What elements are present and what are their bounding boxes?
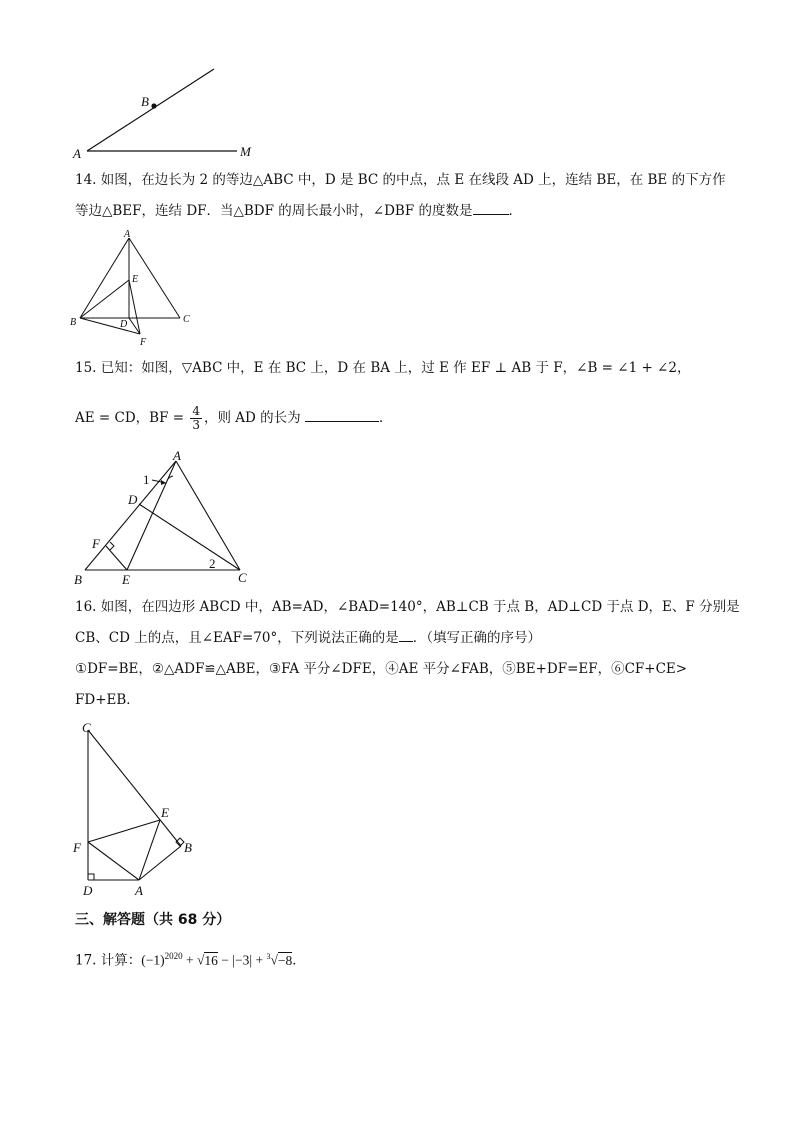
q16-line1: 16. 如图，在四边形 ABCD 中，AB=AD，∠BAD=140°，AB⊥CB 于点 B，AD⊥CD 于点 D，E、F 分别是 — [75, 599, 740, 615]
q15-line2 — [75, 400, 392, 436]
q17-line — [75, 944, 306, 973]
q16-line2-pre: CB、CD 上的点，且∠EAF=70°，下列说法正确的是 — [75, 630, 399, 646]
q15-label-e: E — [122, 572, 130, 587]
q16-label-f: F — [73, 840, 81, 855]
q14-answer-blank[interactable] — [473, 202, 509, 215]
label-a: A — [73, 146, 81, 161]
q14-label-f: F — [140, 337, 147, 348]
figure-q16 — [68, 716, 208, 900]
q14-line2-end: ． — [508, 203, 523, 219]
q15-label-d: D — [128, 492, 138, 507]
q15-label-c: C — [238, 570, 247, 585]
q15-answer-blank[interactable] — [305, 409, 379, 422]
q14-label-c: C — [183, 314, 190, 325]
q14-line2 — [75, 201, 522, 221]
label-m: M — [240, 144, 251, 159]
q16-line2-post: ．（填写正确的序号） — [412, 630, 541, 646]
q17-prefix: 17. 计算： — [75, 952, 142, 969]
q17-cbrt-value: −8 — [277, 952, 293, 968]
q16-line3: ①DF=BE，②△ADF≌△ABE，③FA 平分∠DFE，④AE 平分∠FAB，⑤BE+DF=EF，⑥CF+CE> — [75, 661, 688, 677]
q15-label-two: 2 — [209, 556, 216, 571]
q16-label-d: D — [83, 883, 93, 898]
q16-line4: FD+EB． — [75, 692, 140, 708]
q15-line2-end: ． — [378, 410, 393, 426]
q16-label-b: B — [184, 840, 192, 855]
q15-line1: 15. 已知：如图，▽ABC 中，E 在 BC 上，D 在 BA 上，过 E 作 EF ⊥ AB 于 F，∠B = ∠1 + ∠2， — [75, 360, 691, 376]
figure-angle-amb — [70, 60, 270, 165]
q15-label-b: B — [74, 572, 82, 587]
q14-label-a: A — [124, 229, 131, 240]
q17-sqrt-value: 16 — [204, 952, 218, 968]
q17-plus1: + — [182, 952, 197, 968]
q17-exponent: 2020 — [164, 951, 183, 961]
q16-answer-blank[interactable] — [399, 629, 413, 642]
q14-label-e: E — [132, 274, 139, 285]
q17-base: (−1) — [141, 952, 165, 968]
q16-line2 — [75, 628, 541, 648]
label-b: B — [141, 94, 149, 109]
q16-label-c: C — [82, 720, 91, 735]
q15-line2-pre: AE = CD，BF = — [75, 410, 189, 426]
q17-sqrt-sign: √ — [197, 952, 205, 968]
q14-label-b: B — [70, 317, 77, 328]
q14-line2-text: 等边△BEF，连结 DF．当△BDF 的周长最小时，∠DBF 的度数是 — [75, 203, 473, 219]
q17-plus2: + — [252, 952, 267, 968]
q16-label-e: E — [161, 805, 169, 820]
figure-q14 — [68, 228, 198, 348]
point-b — [151, 103, 156, 108]
q15-frac-num: 4 — [192, 404, 200, 418]
q17-abs-left: | — [232, 952, 235, 968]
q15-label-one: 1 — [143, 472, 150, 487]
ray-ab — [87, 69, 214, 151]
q14-line1: 14. 如图，在边长为 2 的等边△ABC 中，D 是 BC 的中点，点 E 在线段 AD 上，连结 BE，在 BE 的下方作 — [75, 172, 726, 188]
q15-frac-den: 3 — [192, 418, 200, 432]
q17-cbrt-index: 3 — [266, 952, 271, 961]
q17-end: ． — [292, 952, 306, 968]
q17-abs-value: −3 — [235, 952, 250, 968]
section-3-title: 三、解答题（共 68 分） — [75, 912, 231, 928]
q16-label-a: A — [135, 883, 143, 898]
q14-label-d: D — [120, 319, 128, 330]
q15-label-a: A — [173, 448, 181, 463]
q17-minus: − — [217, 952, 233, 968]
q15-line2-post: ，则 AD 的长为 — [203, 410, 301, 426]
q15-label-f: F — [92, 536, 100, 551]
q15-fraction — [190, 405, 202, 432]
q17-abs-right: | — [249, 952, 253, 968]
q17-cbrt-sign: √ — [270, 952, 278, 968]
figure-q15 — [70, 446, 260, 588]
